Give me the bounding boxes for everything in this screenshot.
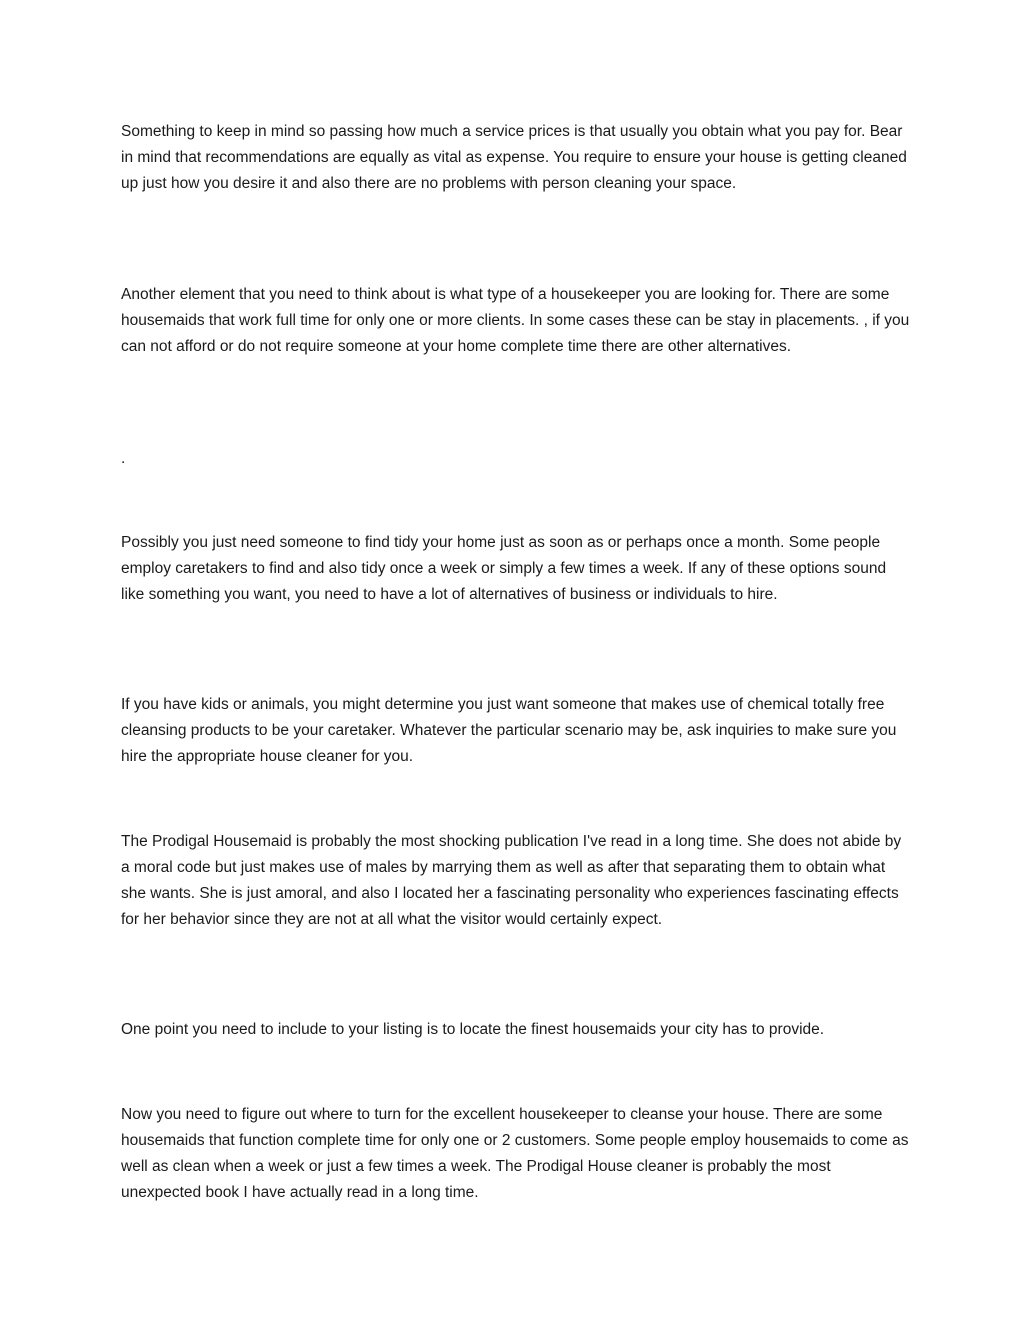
paragraph-1: Something to keep in mind so passing how much a service prices is that usually you obtain what you pay for. Bear in mind that recommendations are equally as vital as expense. You require to ensure your house is getting cleaned up just how you desire it and also there are no problems with person cleaning your space. xyxy=(121,123,907,192)
paragraph-3: . xyxy=(121,450,126,467)
paragraph-4: Possibly you just need someone to find tidy your home just as soon as or perhaps once a month. Some people employ caretakers to find and also tidy once a week or simply a few times a week. If any of these options sound like something you want, you need to have a lot of alternatives of business or individuals to hire. xyxy=(121,534,887,603)
paragraph-6: The Prodigal Housemaid is probably the most shocking publication I've read in a long time. She does not abide by a moral code but just makes use of males by marrying them as well as after that separating them to obtain what she wants. She is just amoral, and also I located her a fascinating personality who experiences fascinating effects for her behavior since they are not at all what the visitor would certainly expect. xyxy=(121,833,902,928)
paragraph-7: One point you need to include to your listing is to locate the finest housemaids your city has to provide. xyxy=(121,1021,825,1038)
paragraph-5: If you have kids or animals, you might determine you just want someone that makes use of chemical totally free cleansing products to be your caretaker. Whatever the particular scenario may be, ask inquiries to make sure you hire the appropriate house cleaner for you. xyxy=(121,696,897,765)
paragraph-8: Now you need to figure out where to turn for the excellent housekeeper to cleanse your house. There are some housemaids that function complete time for only one or 2 customers. Some people employ housemaids to come as well as clean when a week or just a few times a week. The Prodigal House cleaner is probably the most unexpected book I have actually read in a long time. xyxy=(121,1106,909,1201)
paragraph-2: Another element that you need to think about is what type of a housekeeper you are looking for. There are some housemaids that work full time for only one or more clients. In some cases these can be stay in placements. , if you can not afford or do not require someone at your home complete time there are other alternatives. xyxy=(121,286,910,355)
